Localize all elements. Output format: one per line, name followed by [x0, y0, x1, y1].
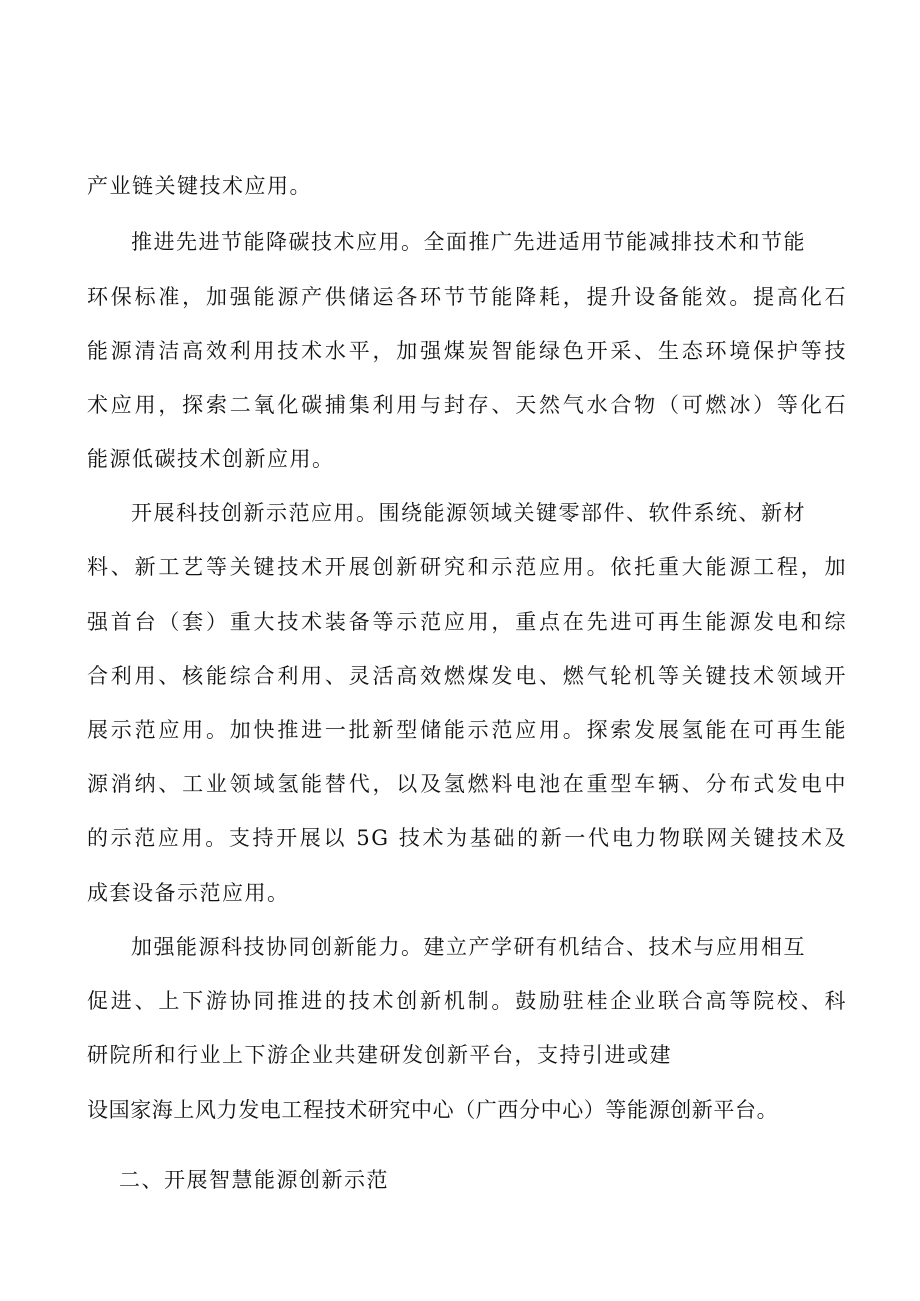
paragraph-2-line-1: 推进先进节能降碳技术应用。全面推广先进适用节能减排技术和节能	[131, 230, 806, 254]
paragraph-4-line-2: 促进、上下游协同推进的技术创新机制。鼓励驻桂企业联合高等院校、科	[87, 989, 847, 1013]
paragraph-2-line-5: 能源低碳技术创新应用。	[87, 447, 335, 471]
paragraph-3-line-4: 合利用、核能综合利用、灵活高效燃煤发电、燃气轮机等关键技术领域开	[87, 664, 847, 688]
paragraph-4-line-4: 设国家海上风力发电工程技术研究中心（广西分中心）等能源创新平台。	[87, 1098, 779, 1122]
section-heading: 二、开展智慧能源创新示范	[119, 1168, 389, 1192]
paragraph-3-line-7: 的示范应用。支持开展以 5G 技术为基础的新一代电力物联网关键技术及	[87, 826, 847, 850]
paragraph-2-line-2: 环保标准，加强能源产供储运各环节节能降耗，提升设备能效。提高化石	[87, 285, 847, 309]
paragraph-4-line-3: 研院所和行业上下游企业共建研发创新平台，支持引进或建	[87, 1043, 672, 1067]
paragraph-2-line-4: 术应用，探索二氧化碳捕集利用与封存、天然气水合物（可燃冰）等化石	[87, 393, 847, 417]
paragraph-3-line-8: 成套设备示范应用。	[87, 881, 290, 905]
paragraph-3-line-1: 开展科技创新示范应用。围绕能源领域关键零部件、软件系统、新材	[131, 501, 806, 525]
paragraph-2-line-3: 能源清洁高效利用技术水平，加强煤炭智能绿色开采、生态环境保护等技	[87, 339, 847, 363]
paragraph-4-line-1: 加强能源科技协同创新能力。建立产学研有机结合、技术与应用相互	[131, 935, 806, 959]
paragraph-3-line-3: 强首台（套）重大技术装备等示范应用，重点在先进可再生能源发电和综	[87, 610, 847, 634]
paragraph-1-line-1: 产业链关键技术应用。	[87, 174, 312, 198]
paragraph-3-line-6: 源消纳、工业领域氢能替代，以及氢燃料电池在重型车辆、分布式发电中	[87, 772, 847, 796]
paragraph-3-line-5: 展示范应用。加快推进一批新型储能示范应用。探索发展氢能在可再生能	[87, 718, 847, 742]
paragraph-3-line-2: 料、新工艺等关键技术开展创新研究和示范应用。依托重大能源工程，加	[87, 555, 847, 579]
